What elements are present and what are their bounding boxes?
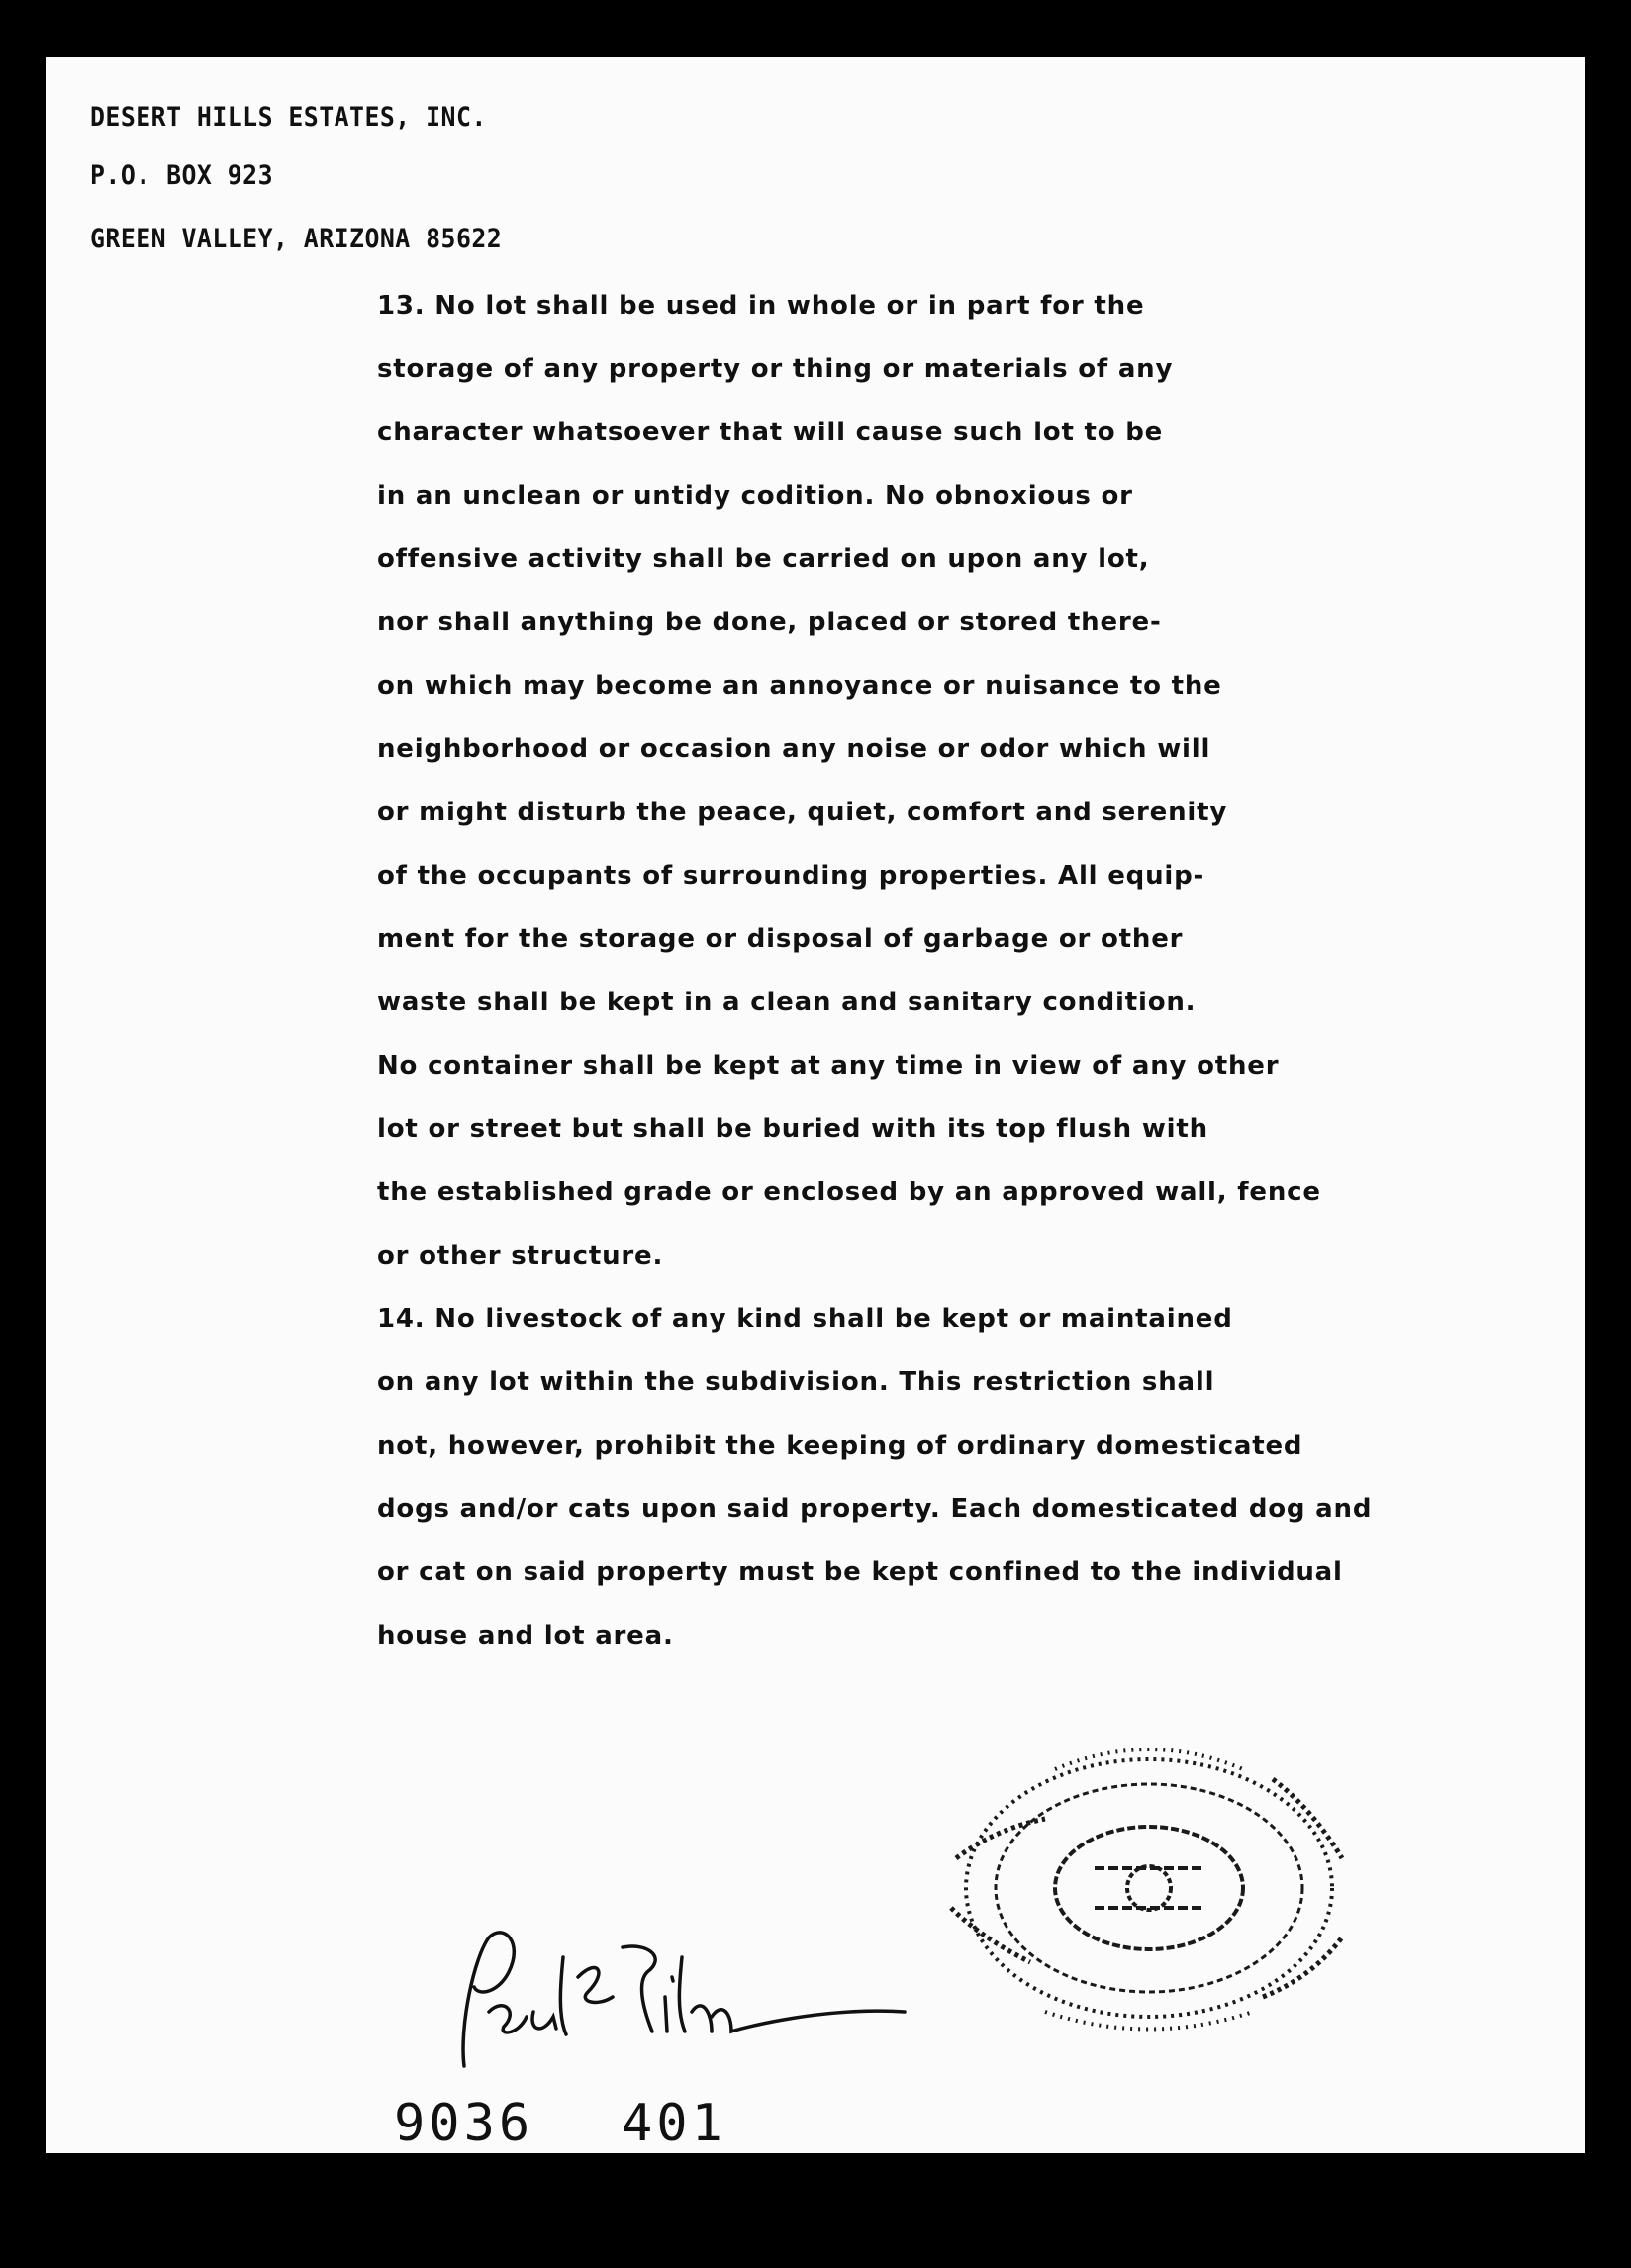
body-line: in an unclean or untidy codition. No obnoxious or — [377, 481, 1133, 511]
body-line: 13. No lot shall be used in whole or in part for the — [377, 291, 1145, 321]
body-line: the established grade or enclosed by an approved wall, fence — [377, 1178, 1321, 1207]
body-line: dogs and/or cats upon said property. Each domesticated dog and — [377, 1494, 1373, 1524]
handwritten-signature — [449, 1918, 924, 2090]
body-line: ment for the storage or disposal of garbage or other — [377, 924, 1184, 954]
notary-seal — [936, 1730, 1362, 2060]
body-line: neighborhood or occasion any noise or odor which will — [377, 734, 1211, 764]
body-line: storage of any property or thing or materials of any — [377, 354, 1174, 384]
address-line: P.O. BOX 923 — [90, 160, 273, 191]
body-line: No container shall be kept at any time in view of any other — [377, 1051, 1280, 1081]
body-line: lot or street but shall be buried with its top flush with — [377, 1114, 1208, 1144]
body-line: or might disturb the peace, quiet, comfort and serenity — [377, 798, 1228, 827]
body-line: house and lot area. — [377, 1621, 674, 1651]
body-line: 14. No livestock of any kind shall be kept or maintained — [377, 1304, 1233, 1334]
body-line: not, however, prohibit the keeping of ordinary domesticated — [377, 1431, 1303, 1461]
document-page — [46, 57, 1585, 2153]
company-name: DESERT HILLS ESTATES, INC. — [90, 102, 487, 133]
body-line: character whatsoever that will cause such lot to be — [377, 418, 1164, 447]
body-line: offensive activity shall be carried on upon any lot, — [377, 544, 1150, 574]
page-number: 401 — [622, 2094, 726, 2153]
body-line: waste shall be kept in a clean and sanitary condition. — [377, 988, 1197, 1017]
body-line: of the occupants of surrounding properties. All equip- — [377, 861, 1205, 891]
docket-number: 9036 — [394, 2094, 534, 2153]
body-line: or other structure. — [377, 1241, 664, 1271]
body-line: nor shall anything be done, placed or stored there- — [377, 608, 1162, 637]
body-line: or cat on said property must be kept confined to the individual — [377, 1558, 1343, 1587]
city-line: GREEN VALLEY, ARIZONA 85622 — [90, 224, 503, 254]
body-line: on any lot within the subdivision. This restriction shall — [377, 1368, 1215, 1397]
body-line: on which may become an annoyance or nuisance to the — [377, 671, 1222, 701]
